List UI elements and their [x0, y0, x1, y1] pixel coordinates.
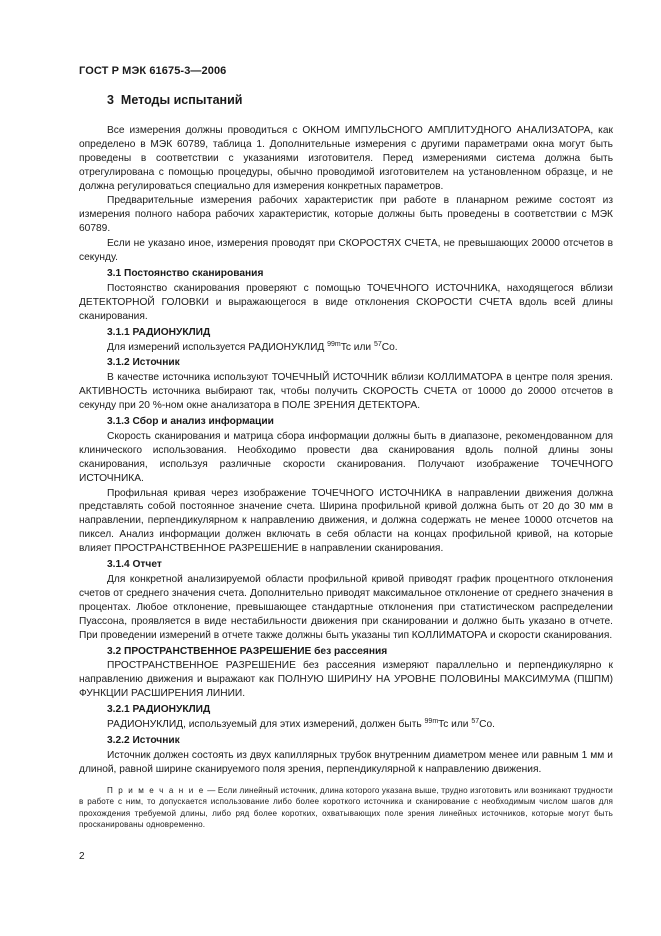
- section-heading: [107, 94, 613, 108]
- note-label: П р и м е ч а н и е: [107, 785, 205, 795]
- isotope-mass: 57: [373, 340, 382, 348]
- text-run: или: [350, 341, 374, 353]
- isotope-mass: 99m: [327, 340, 341, 348]
- paragraph-radionuclide: [79, 341, 613, 355]
- note-text: — Если линейный источник, длина которого указана выше, трудно изготовить или возникают трудности в работе с ним, то допускается использование либо более короткого источника и сканирование с необходимым числом шагов для прохождения требуемой длины, либо ряд более коротких, охватывающих поле зрения линейных источников, которые могут быть просканированы одновременно.: [79, 785, 613, 830]
- subsection-heading-3-1-1: 3.1.1 РАДИОНУКЛИД: [107, 326, 211, 338]
- page-number: 2: [79, 851, 85, 862]
- isotope-mass: 99m: [424, 718, 439, 726]
- text-run: или: [448, 719, 472, 731]
- page-content: [79, 94, 613, 831]
- subsection-heading-3-1-4: 3.1.4 Отчет: [107, 559, 162, 571]
- paragraph: Предварительные измерения рабочих характеристик при работе в планарном режиме состоят из измерения полного набора рабочих характеристик, которые должны быть проведены в соответствии с МЭК 60789.: [79, 195, 613, 235]
- paragraph-radionuclide: [79, 718, 613, 732]
- isotope-element: Co.: [381, 341, 398, 353]
- isotope-mass: 57: [471, 718, 480, 726]
- paragraph: Постоянство сканирования проверяют с помощью ТОЧЕЧНОГО ИСТОЧНИКА, находящегося вблизи ДЕТЕКТОРНОЙ ГОЛОВКИ и выражающегося в виде отклонения СКОРОСТИ СЧЕТА вдоль всей длины сканирования.: [79, 282, 613, 322]
- note: [79, 785, 613, 831]
- standard-header: ГОСТ Р МЭК 61675-3—2006: [79, 65, 227, 77]
- paragraph: ПРОСТРАНСТВЕННОЕ РАЗРЕШЕНИЕ без рассеяния измеряют параллельно и перпендикулярно к направлению движения и выражают как ПОЛНУЮ ШИРИНУ НА УРОВНЕ ПОЛОВИНЫ МАКСИМУМА (ПШПМ) ФУНКЦИИ РАСШИРЕНИЯ ЛИНИИ.: [79, 660, 613, 700]
- isotope-element: Co.: [479, 719, 495, 731]
- isotope-element: Tc: [438, 719, 449, 731]
- paragraph: Профильная кривая через изображение ТОЧЕЧНОГО ИСТОЧНИКА в направлении движения должна представлять собой постоянное значение счета. Ширина профильной кривой должна быть от 20 до 30 мм в направлении, перпендикулярном к направлению движения, и должна содержать не менее 10000 отсчетов на пиксел. Анализ информации должен включать в себя области на концах профильной кривой, на которые влияет ПРОСТРАНСТВЕННОЕ РАЗРЕШЕНИЕ в направлении сканирования.: [79, 487, 613, 555]
- paragraph: Скорость сканирования и матрица сбора информации должны быть в диапазоне, рекомендованном для клинического использования. Необходимо провести два сканирования вдоль полной длины зоны сканирования, используя различные скорости сканирования. Получают изображение ТОЧЕЧНОГО ИСТОЧНИКА.: [79, 430, 613, 484]
- subsection-heading-3-2: 3.2 ПРОСТРАНСТВЕННОЕ РАЗРЕШЕНИЕ без рассеяния: [107, 645, 388, 657]
- isotope-element: Tc: [340, 341, 351, 353]
- section-number: 3: [107, 93, 114, 107]
- text-run: РАДИОНУКЛИД, используемый для этих измерений, должен быть: [107, 719, 425, 731]
- subsection-heading-3-1-3: 3.1.3 Сбор и анализ информации: [107, 416, 274, 428]
- subsection-heading-3-1: 3.1 Постоянство сканирования: [107, 267, 264, 279]
- section-title: Методы испытаний: [120, 93, 243, 107]
- paragraph: Если не указано иное, измерения проводят при СКОРОСТЯХ СЧЕТА, не превышающих 20000 отсчетов в секунду.: [79, 238, 613, 264]
- text-run: Для измерений используется РАДИОНУКЛИД: [107, 341, 328, 353]
- subsection-heading-3-2-1: 3.2.1 РАДИОНУКЛИД: [107, 704, 211, 716]
- paragraph: В качестве источника используют ТОЧЕЧНЫЙ ИСТОЧНИК вблизи КОЛЛИМАТОРА в центре поля зрения. АКТИВНОСТЬ источника выбирают так, чтобы получить СКОРОСТЬ СЧЕТА от 10000 до 20000 отсчетов в секунду при 20 %-ном окне анализатора в ПОЛЕ ЗРЕНИЯ ДЕТЕКТОРА.: [79, 372, 613, 412]
- paragraph: Источник должен состоять из двух капиллярных трубок внутренним диаметром менее или равным 1 мм и длиной, равной ширине сканируемого поля зрения, перпендикулярной к направлению движения.: [79, 749, 613, 775]
- paragraph: Для конкретной анализируемой области профильной кривой приводят график процентного отклонения счетов от среднего значения счета. Дополнительно приводят максимальное отклонение от среднего значения в процентах. Любое отклонение, превышающее стандартные отклонения при статистическом распределении Пуассона, проявляется в виде нестабильности движения при сканировании и должно быть указано в отчете. При проведении измерений в отчете также должны быть указаны тип КОЛЛИМАТОРА и скорости сканирования.: [79, 574, 613, 641]
- paragraph: Все измерения должны проводиться с ОКНОМ ИМПУЛЬСНОГО АМПЛИТУДНОГО АНАЛИЗАТОРА, как определено в МЭК 60789, таблица 1. Дополнительные измерения с другими параметрами окна могут быть проведены в соответствии с указаниями изготовителя. Перед измерениями система должна быть отрегулирована с помощью процедуры, обычно проводимой изготовителем на установленном образце, и не должна регулироваться специально для измерения конкретных параметров.: [79, 124, 613, 192]
- subsection-heading-3-1-2: 3.1.2 Источник: [107, 357, 180, 369]
- subsection-heading-3-2-2: 3.2.2 Источник: [107, 734, 180, 746]
